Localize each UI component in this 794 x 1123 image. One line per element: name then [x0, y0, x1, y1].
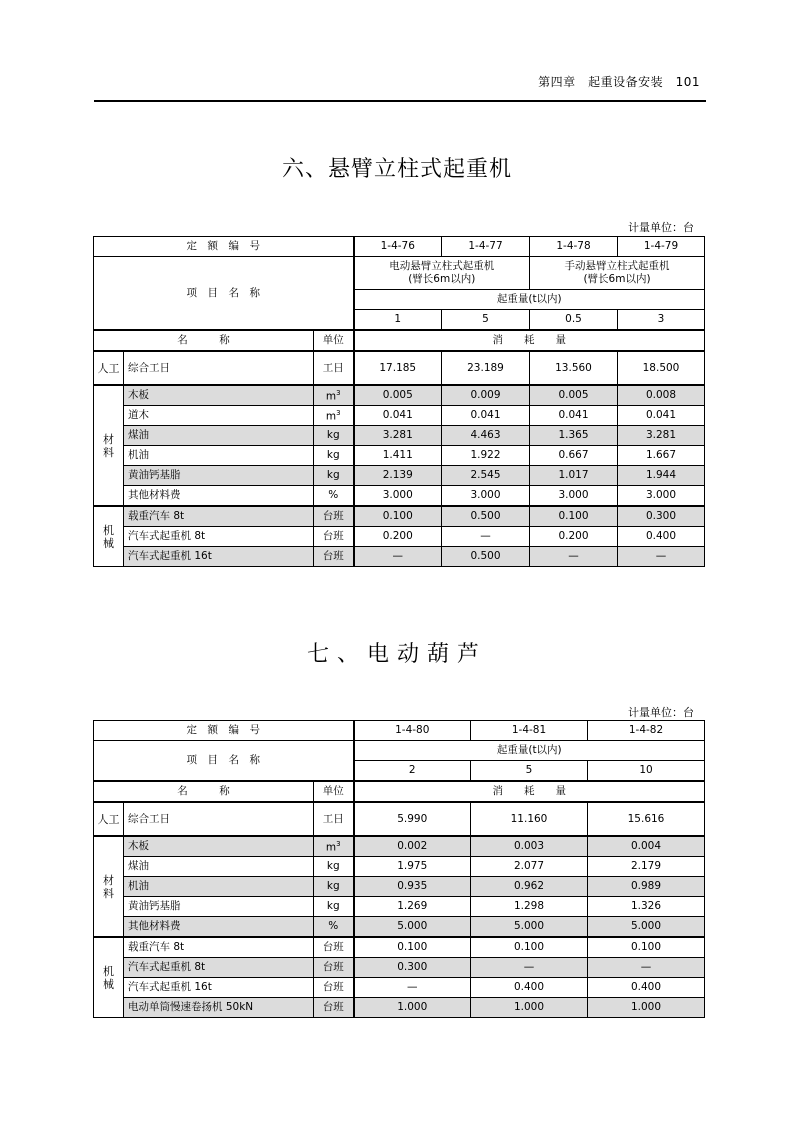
consumption-value: 17.185	[354, 351, 442, 385]
resource-unit: 台班	[314, 978, 354, 998]
consumption-value: 1.000	[588, 998, 705, 1018]
consumption-value: —	[530, 547, 618, 567]
consumption-value: 0.003	[471, 836, 588, 857]
consumption-header: 消 耗 量	[354, 781, 705, 802]
consumption-value: —	[354, 547, 442, 567]
consumption-value: 0.935	[354, 877, 471, 897]
consumption-value: —	[588, 958, 705, 978]
consumption-value: 0.002	[354, 836, 471, 857]
consumption-value: —	[618, 547, 705, 567]
capacity-value: 1	[354, 310, 442, 331]
consumption-value: 3.000	[530, 486, 618, 507]
resource-name: 汽车式起重机 16t	[124, 547, 314, 567]
group-manual-title: 手动悬臂立柱式起重机	[564, 260, 670, 272]
consumption-value: 1.922	[442, 446, 530, 466]
resource-name: 木板	[124, 836, 314, 857]
consumption-value: 0.100	[530, 506, 618, 527]
consumption-value: 5.000	[588, 917, 705, 938]
consumption-value: 23.189	[442, 351, 530, 385]
capacity-value: 5	[471, 761, 588, 782]
item-name-label: 项 目 名 称	[94, 257, 354, 331]
resource-unit: kg	[314, 897, 354, 917]
capacity-value: 3	[618, 310, 705, 331]
unit-column-header: 单位	[314, 330, 354, 351]
consumption-value: 4.463	[442, 426, 530, 446]
resource-name: 机油	[124, 877, 314, 897]
resource-name: 黄油钙基脂	[124, 466, 314, 486]
consumption-value: 0.200	[354, 527, 442, 547]
resource-name: 煤油	[124, 426, 314, 446]
capacity-label: 起重量(t以内)	[354, 741, 705, 761]
consumption-value: 0.100	[471, 937, 588, 958]
consumption-value: 13.560	[530, 351, 618, 385]
consumption-value: 5.990	[354, 802, 471, 836]
consumption-value: 0.300	[354, 958, 471, 978]
quota-code-label: 定 额 编 号	[94, 237, 354, 257]
group-manual-subtitle: (臂长6m以内)	[583, 273, 651, 285]
resource-name: 道木	[124, 406, 314, 426]
category-materials: 材 料	[94, 385, 124, 506]
consumption-value: 0.667	[530, 446, 618, 466]
resource-name: 汽车式起重机 8t	[124, 527, 314, 547]
consumption-value: —	[442, 527, 530, 547]
consumption-value: 0.041	[530, 406, 618, 426]
consumption-value: 1.298	[471, 897, 588, 917]
group-electric-header	[354, 257, 530, 290]
group-electric-subtitle: (臂长6m以内)	[408, 273, 476, 285]
consumption-value: 0.400	[588, 978, 705, 998]
resource-unit: kg	[314, 877, 354, 897]
resource-name: 载重汽车 8t	[124, 506, 314, 527]
consumption-value: 5.000	[354, 917, 471, 938]
consumption-value: 0.300	[618, 506, 705, 527]
quota-code: 1-4-76	[354, 237, 442, 257]
name-column-header: 名 称	[94, 330, 314, 351]
page-header: 第四章 起重设备安装 101	[538, 75, 700, 89]
resource-unit: $m^3$	[314, 385, 354, 406]
section1-unit-note: 计量单位：台	[628, 221, 694, 234]
category-machinery: 机 械	[94, 506, 124, 567]
consumption-value: 0.400	[471, 978, 588, 998]
consumption-value: 1.365	[530, 426, 618, 446]
resource-unit: %	[314, 917, 354, 938]
capacity-label: 起重量(t以内)	[354, 290, 705, 310]
resource-name: 汽车式起重机 8t	[124, 958, 314, 978]
consumption-value: 0.005	[354, 385, 442, 406]
quota-code: 1-4-79	[618, 237, 705, 257]
resource-unit: 台班	[314, 547, 354, 567]
consumption-value: 1.269	[354, 897, 471, 917]
consumption-value: 2.545	[442, 466, 530, 486]
quota-code: 1-4-80	[354, 721, 471, 741]
consumption-value: 0.041	[442, 406, 530, 426]
consumption-value: 5.000	[471, 917, 588, 938]
resource-name: 机油	[124, 446, 314, 466]
consumption-value: 0.962	[471, 877, 588, 897]
consumption-value: 3.000	[618, 486, 705, 507]
quota-code: 1-4-77	[442, 237, 530, 257]
consumption-value: 0.041	[618, 406, 705, 426]
capacity-value: 5	[442, 310, 530, 331]
resource-unit: $m^3$	[314, 406, 354, 426]
consumption-value: 1.000	[354, 998, 471, 1018]
quota-code: 1-4-81	[471, 721, 588, 741]
consumption-value: 1.975	[354, 857, 471, 877]
consumption-value: 2.077	[471, 857, 588, 877]
resource-unit: $m^3$	[314, 836, 354, 857]
consumption-value: 1.411	[354, 446, 442, 466]
resource-name: 综合工日	[124, 802, 314, 836]
category-machinery: 机 械	[94, 937, 124, 1018]
capacity-value: 0.5	[530, 310, 618, 331]
quota-code-label: 定 额 编 号	[94, 721, 354, 741]
group-electric-title: 电动悬臂立柱式起重机	[389, 260, 495, 272]
resource-name: 汽车式起重机 16t	[124, 978, 314, 998]
name-column-header: 名 称	[94, 781, 314, 802]
category-labor: 人工	[94, 802, 124, 836]
consumption-value: 0.989	[588, 877, 705, 897]
consumption-value: 2.139	[354, 466, 442, 486]
resource-unit: kg	[314, 426, 354, 446]
consumption-value: 0.100	[354, 937, 471, 958]
section1-quota-table	[93, 236, 705, 567]
group-manual-header	[530, 257, 705, 290]
resource-unit: 工日	[314, 802, 354, 836]
resource-name: 煤油	[124, 857, 314, 877]
resource-unit: 台班	[314, 937, 354, 958]
category-materials: 材 料	[94, 836, 124, 937]
consumption-value: 0.400	[618, 527, 705, 547]
consumption-value: 1.000	[471, 998, 588, 1018]
consumption-value: —	[354, 978, 471, 998]
consumption-value: 3.281	[618, 426, 705, 446]
section2-unit-note: 计量单位：台	[628, 706, 694, 719]
consumption-value: 18.500	[618, 351, 705, 385]
consumption-value: 2.179	[588, 857, 705, 877]
consumption-value: —	[471, 958, 588, 978]
unit-column-header: 单位	[314, 781, 354, 802]
section1-title: 六、悬臂立柱式起重机	[281, 157, 512, 182]
consumption-value: 3.000	[354, 486, 442, 507]
consumption-value: 3.000	[442, 486, 530, 507]
resource-unit: kg	[314, 466, 354, 486]
resource-unit: %	[314, 486, 354, 507]
consumption-value: 0.100	[354, 506, 442, 527]
consumption-value: 0.100	[588, 937, 705, 958]
consumption-value: 0.500	[442, 506, 530, 527]
item-name-label: 项 目 名 称	[94, 741, 354, 782]
resource-unit: 台班	[314, 506, 354, 527]
section2-quota-table	[93, 720, 705, 1018]
resource-name: 综合工日	[124, 351, 314, 385]
resource-name: 黄油钙基脂	[124, 897, 314, 917]
resource-name: 木板	[124, 385, 314, 406]
capacity-value: 10	[588, 761, 705, 782]
consumption-header: 消 耗 量	[354, 330, 705, 351]
resource-name: 载重汽车 8t	[124, 937, 314, 958]
resource-name: 其他材料费	[124, 917, 314, 938]
quota-code: 1-4-78	[530, 237, 618, 257]
capacity-value: 2	[354, 761, 471, 782]
consumption-value: 1.017	[530, 466, 618, 486]
consumption-value: 1.326	[588, 897, 705, 917]
consumption-value: 0.200	[530, 527, 618, 547]
section2-title: 七、电动葫芦	[306, 642, 487, 667]
resource-unit: kg	[314, 446, 354, 466]
resource-name: 其他材料费	[124, 486, 314, 507]
resource-name: 电动单筒慢速卷扬机 50kN	[124, 998, 314, 1018]
consumption-value: 0.041	[354, 406, 442, 426]
resource-unit: 台班	[314, 998, 354, 1018]
category-labor: 人工	[94, 351, 124, 385]
consumption-value: 0.004	[588, 836, 705, 857]
consumption-value: 15.616	[588, 802, 705, 836]
header-rule	[94, 100, 706, 102]
quota-code: 1-4-82	[588, 721, 705, 741]
consumption-value: 0.500	[442, 547, 530, 567]
consumption-value: 3.281	[354, 426, 442, 446]
consumption-value: 11.160	[471, 802, 588, 836]
resource-unit: 工日	[314, 351, 354, 385]
consumption-value: 0.008	[618, 385, 705, 406]
resource-unit: 台班	[314, 527, 354, 547]
resource-unit: 台班	[314, 958, 354, 978]
resource-unit: kg	[314, 857, 354, 877]
consumption-value: 0.005	[530, 385, 618, 406]
consumption-value: 0.009	[442, 385, 530, 406]
consumption-value: 1.944	[618, 466, 705, 486]
consumption-value: 1.667	[618, 446, 705, 466]
